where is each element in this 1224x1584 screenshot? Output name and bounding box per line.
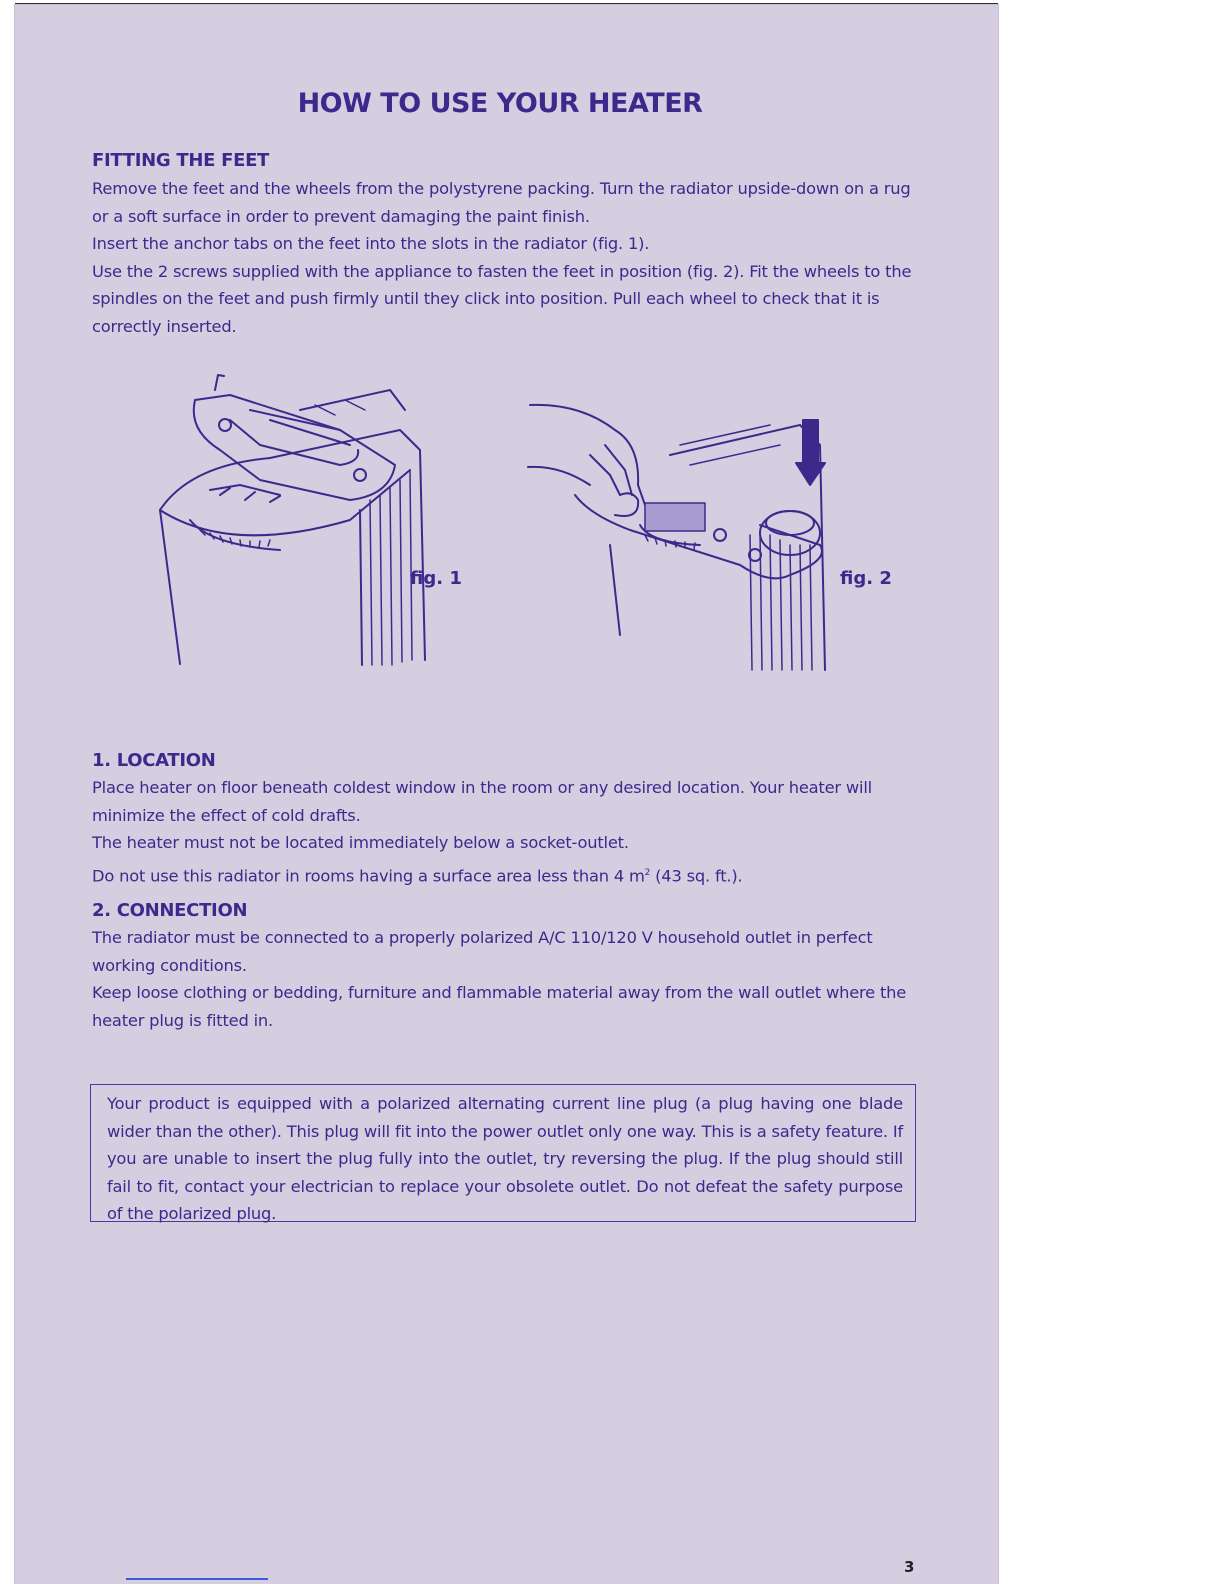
location-paragraph-1: Place heater on floor beneath coldest window in the room or any desired location. Your heater will minimize the effect of cold drafts. — [92, 778, 872, 825]
page-number: 3 — [904, 1558, 915, 1576]
fitting-paragraph-3: Use the 2 screws supplied with the appliance to fasten the feet in position (fig. 2). Fit the wheels to the spindles on the feet and push firmly until they click into position. Pull each wheel to check that it is correctly inserted. — [92, 261, 912, 336]
location-text — [92, 774, 918, 889]
connection-heading: 2. CONNECTION — [92, 900, 248, 921]
location-paragraph-3-end: (43 sq. ft.). — [650, 865, 743, 885]
figure-1-illustration — [150, 370, 440, 670]
polarized-plug-notice: Your product is equipped with a polarized alternating current line plug (a plug having one blade wider than the other). This plug will fit into the power outlet only one way. This is a safety feature. If you are unable to insert the plug fully into the outlet, try reversing the plug. If the plug should still fail to fit, contact your electrician to replace your obsolete outlet. Do not defeat the safety purpose of the polarized plug. — [90, 1084, 916, 1222]
location-paragraph-2: The heater must not be located immediately below a socket-outlet. — [92, 833, 629, 852]
connection-paragraph-2: Keep loose clothing or bedding, furniture and flammable material away from the wall outlet where the heater plug is fitted in. — [92, 983, 907, 1030]
fitting-text — [92, 175, 918, 340]
bottom-link-underline — [126, 1578, 268, 1580]
figure-2-illustration — [520, 395, 840, 680]
location-heading: 1. LOCATION — [92, 750, 216, 771]
connection-text — [92, 924, 918, 1034]
connection-paragraph-1: The radiator must be connected to a properly polarized A/C 110/120 V household outlet in perfect working conditions. — [92, 928, 873, 975]
superscript-2: 2 — [644, 867, 651, 878]
fitting-paragraph-2: Insert the anchor tabs on the feet into the slots in the radiator (fig. 1). — [92, 234, 650, 253]
page-title: HOW TO USE YOUR HEATER — [297, 88, 703, 119]
location-paragraph-3-text: Do not use this radiator in rooms having a surface area less than 4 m — [92, 865, 645, 885]
location-paragraph-3 — [92, 860, 918, 890]
figure-1-label: fig. 1 — [410, 568, 462, 589]
figure-2-label: fig. 2 — [840, 568, 892, 589]
fitting-paragraph-1: Remove the feet and the wheels from the polystyrene packing. Turn the radiator upside-down on a rug or a soft surface in order to prevent damaging the paint finish. — [92, 179, 911, 226]
fitting-heading: FITTING THE FEET — [92, 150, 270, 171]
